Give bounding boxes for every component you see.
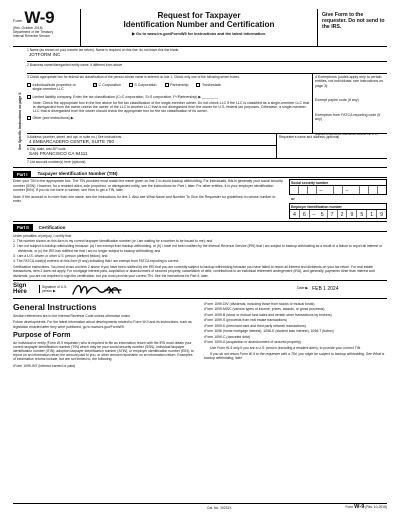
line-1-label: 1 Name (as shown on your income tax return). Name is required on this line; do not leave this line blank.	[27, 47, 180, 52]
checkbox-other[interactable]	[27, 116, 31, 120]
part-1-title: Taxpayer Identification Number (TIN)	[37, 171, 118, 177]
line-2-value[interactable]	[27, 67, 387, 68]
classification-options	[27, 83, 310, 92]
signature-image[interactable]	[69, 281, 189, 297]
purpose-text: An individual or entity (Form W-9 requester) who is required to file an information return with the IRS must obtain your correct taxpayer identification number (TIN) which may be your social security number (SSN), individual taxpayer identification number (ITIN), adoption taxpayer identification number (ATIN), or employer identification number (EIN), to report on an information return the amount paid to you, or other amount reportable on an information return. Examples of information returns include, but are not limited to, the following.	[13, 340, 194, 362]
option-c-corp[interactable]: ✓ C Corporation	[94, 82, 121, 87]
line-7-label: 7 List account number(s) here (optional)	[27, 159, 86, 164]
ein-digit: 5	[357, 210, 367, 218]
list-item: • Form 1099-A (acquisition or abandonment of secured property)	[204, 340, 387, 344]
tin-boxes	[289, 179, 387, 219]
instructions-right-column	[204, 302, 387, 369]
ein-input[interactable]: 4 6 – 5 7 2 9 5 1 9	[289, 209, 387, 219]
ssn-input[interactable]: – –	[289, 185, 387, 195]
cert-item: 4. The FATCA code(s) entered on this form (if any) indicating that I am exempt from FATCA reporting is correct.	[13, 259, 180, 264]
checkbox-trust-estate[interactable]	[196, 83, 200, 87]
part-2-number: Part II	[13, 224, 33, 230]
list-item: • Form 1099-C (canceled debt)	[204, 335, 387, 339]
line-7-account[interactable]	[27, 158, 387, 167]
line-2-business-name[interactable]	[27, 62, 387, 74]
llc-note: Note: Check the appropriate box in the line above for the tax classification of the single-member owner. Do not check LLC if the LLC is classified as a single-member LLC that is disregarded from the owner unless the owner of the LLC is another LLC that is not disregarded from the owner for U.S. federal tax purposes. Otherwise, a single-member LLC that is disregarded from the owner should check the appropriate box for the tax classification of its owner.	[33, 100, 310, 114]
tin-section	[13, 178, 387, 222]
signature-row	[13, 281, 387, 299]
general-instructions	[13, 299, 387, 369]
part-1-number: Part I	[13, 171, 31, 177]
checkbox-llc[interactable]	[27, 95, 31, 99]
side-instructions-label: See Specific Instructions on page 3.	[17, 91, 22, 151]
backup-withholding-text: If you do not return Form W-9 to the requester with a TIN, you might be subject to backup withholding. See What is backup withholding, later.	[204, 351, 385, 361]
cert-item: 2. I am not subject to backup withholding because: (a) I am exempt from backup withholding, or (b) I have not been notified by the Internal Revenue Service (IRS) that I am subject to backup withholding as a result of a failure to report all interest or dividends, or (c) the IRS has notified me that I am no longer subject to backup withholding; and	[13, 244, 383, 253]
part-2-title: Certification	[38, 224, 66, 230]
line-6-label: 6 City, state, and ZIP code	[27, 146, 66, 151]
option-s-corp[interactable]: S Corporation	[129, 83, 157, 87]
sign-here-label: Sign Here	[13, 282, 27, 296]
ein-digit: 9	[380, 212, 384, 219]
or-label: or	[291, 197, 295, 202]
instructions-left-column	[13, 302, 196, 369]
ssn-label: Social security number	[289, 179, 387, 185]
fatca-code[interactable]: Exemption from FATCA reporting code (if any)	[315, 112, 381, 121]
line-5-label: 5 Address (number, street, and apt. or suite no.) See instructions.	[27, 134, 123, 139]
list-item: • Form 1099-INT (interest earned or paid)	[13, 364, 196, 368]
form-title-block	[81, 9, 317, 46]
date-field[interactable]	[297, 286, 387, 292]
form-header	[13, 9, 387, 47]
page-footer	[13, 503, 387, 511]
list-item: • Form 1098 (home mortgage interest), 1098-E (student loan interest), 1098-T (tuition)	[204, 329, 387, 333]
checkbox-c-corp[interactable]: ✓	[94, 82, 98, 87]
line-5-address[interactable]	[27, 134, 276, 146]
line-4-label: 4 Exemptions (codes apply only to certain entities, not individuals; see instructions on page 3):	[315, 75, 384, 88]
cert-instructions: Certification instructions. You must cross out item 2 above if you have been notified by the IRS that you are currently subject to backup withholding because you have failed to report all interest and dividends on your tax return. For real estate transactions, item 2 does not apply. For mortgage interest paid, acquisition or abandonment of secured property, cancellation of debt, contributions to an individual retirement arrangement (IRA), and generally, payments other than interest and dividends, you are not required to sign the certification, but you must provide your correct TIN. See the instructions for Part II, later.	[13, 265, 375, 278]
purpose-heading: Purpose of Form	[13, 329, 71, 339]
option-llc[interactable]: Limited liability company. Enter the tax classification (C=C corporation, S=S corporation, P=Partnership) ▶ ________	[27, 95, 310, 99]
form-word: Form	[13, 18, 23, 24]
ein-digit: 7	[328, 210, 338, 218]
ein-digit: 9	[347, 210, 357, 218]
list-item: • Form 1099-DIV (dividends, including those from stocks or mutual funds)	[204, 302, 387, 306]
date-value[interactable]: FEB 1 2024	[312, 286, 339, 293]
title-line-2: Identification Number and Certification	[123, 20, 275, 29]
part-1-header	[13, 171, 387, 178]
form-number: W-9	[24, 8, 55, 27]
line-6-value[interactable]: SAN FRANCISCO CA 94111	[29, 150, 88, 156]
ein-digit: 4	[290, 210, 300, 218]
section-references: Section references are to the Internal Revenue Code unless otherwise noted.	[13, 314, 131, 319]
requester-field[interactable]	[277, 134, 387, 158]
give-form-notice: Give Form to the requester. Do not send to the IRS.	[317, 9, 387, 46]
address-block	[27, 134, 387, 158]
department: Department of the Treasury	[13, 30, 54, 35]
form-revision: (Rev. October 2018)	[13, 26, 43, 30]
signature-label: Signature of U.S. person ▶	[39, 285, 69, 293]
line-6-city[interactable]	[27, 146, 276, 158]
taxpayer-fields	[13, 47, 387, 168]
line-2-label: 2 Business name/disregarded entity name, if different from above	[27, 62, 123, 67]
cert-item: 3. I am a U.S. citizen or other U.S. person (defined below); and	[13, 253, 108, 258]
catalog-number: Cat. No. 10231X	[207, 505, 232, 510]
date-label: Date ▶	[297, 286, 309, 291]
ein-digit: 2	[338, 210, 348, 218]
fatca-applies-note: (Applies to accounts maintained outside the U.S.)	[315, 132, 379, 137]
general-instructions-heading: General Instructions	[13, 301, 97, 312]
option-partnership[interactable]: Partnership	[165, 83, 189, 87]
option-individual[interactable]: Individual/sole proprietor or single-member LLC	[27, 83, 85, 92]
cert-item: 1. The number shown on this form is my correct taxpayer identification number (or I am waiting for a number to be issued to me); and	[13, 239, 213, 244]
checkbox-s-corp[interactable]	[129, 83, 133, 87]
part-2-header	[13, 224, 387, 231]
line-3-label: 3 Check appropriate box for federal tax classification of the person whose name is entered on line 1. Check only one of the following seven boxes.	[27, 74, 240, 79]
line-4-exemptions	[313, 74, 387, 137]
certification-text	[13, 232, 387, 281]
list-item: • Form 1099-MISC (various types of income, prizes, awards, or gross proceeds)	[204, 307, 387, 311]
ein-label: Employer identification number	[289, 203, 387, 209]
checkbox-partnership[interactable]	[165, 83, 169, 87]
line-1-value[interactable]: JOTFORM INC	[29, 52, 61, 58]
exempt-payee-code[interactable]: Exempt payee code (if any)	[315, 98, 359, 103]
checkbox-individual[interactable]	[27, 83, 31, 87]
list-item: • Form 1099-B (stock or mutual fund sales and certain other transactions by brokers)	[204, 313, 387, 317]
instructions-link-text: ▶ Go to www.irs.gov/FormW9 for instructions and the latest information.	[131, 31, 267, 36]
us-person-text: Use Form W-9 only if you are a U.S. person (including a resident alien), to provide your correct TIN.	[210, 345, 362, 350]
tin-instructions: Enter your TIN in the appropriate box. The TIN provided must match the name given on line 1 to avoid backup withholding. For individuals, this is generally your social security number (SSN). However, for a resident alien, sole proprietor, or disregarded entity, see the instructions for Part I, later. For other entities, it is your employer identification number (EIN). If you do not have a number, see How to get a TIN, later.	[13, 179, 283, 192]
list-item: • Form 1099-S (proceeds from real estate transactions)	[204, 318, 387, 322]
line-1-name[interactable]	[27, 47, 387, 62]
form-id-block	[13, 9, 81, 46]
future-developments: Future developments. For the latest information about developments related to Form W-9 and its instructions, such as legislation enacted after they were published, go to www.irs.gov/FormW9.	[13, 320, 192, 329]
tin-note: Note: If the account is in more than one name, see the instructions for line 1. Also see What Name and Number To Give the Requester for guidelines on whose number to enter.	[13, 195, 276, 204]
ein-digit: 5	[318, 210, 328, 218]
list-item: • Form 1099-K (merchant card and third party network transactions)	[204, 324, 387, 328]
option-other[interactable]: Other (see instructions) ▶	[27, 116, 310, 120]
requester-label: Requester's name and address (optional)	[279, 134, 340, 139]
footer-form-id: Form W-9 (Rev. 10-2018)	[345, 504, 387, 511]
agency: Internal Revenue Service	[13, 34, 51, 39]
ein-digit: 1	[367, 210, 377, 218]
ein-digit: 6	[300, 210, 310, 218]
line-5-value[interactable]: 4 EMBARCADERO CENTER, SUITE 780	[29, 138, 115, 144]
cert-intro: Under penalties of perjury, I certify that:	[13, 233, 72, 238]
title-line-1: Request for Taxpayer	[157, 11, 241, 20]
option-trust-estate[interactable]: Trust/estate	[196, 83, 220, 87]
